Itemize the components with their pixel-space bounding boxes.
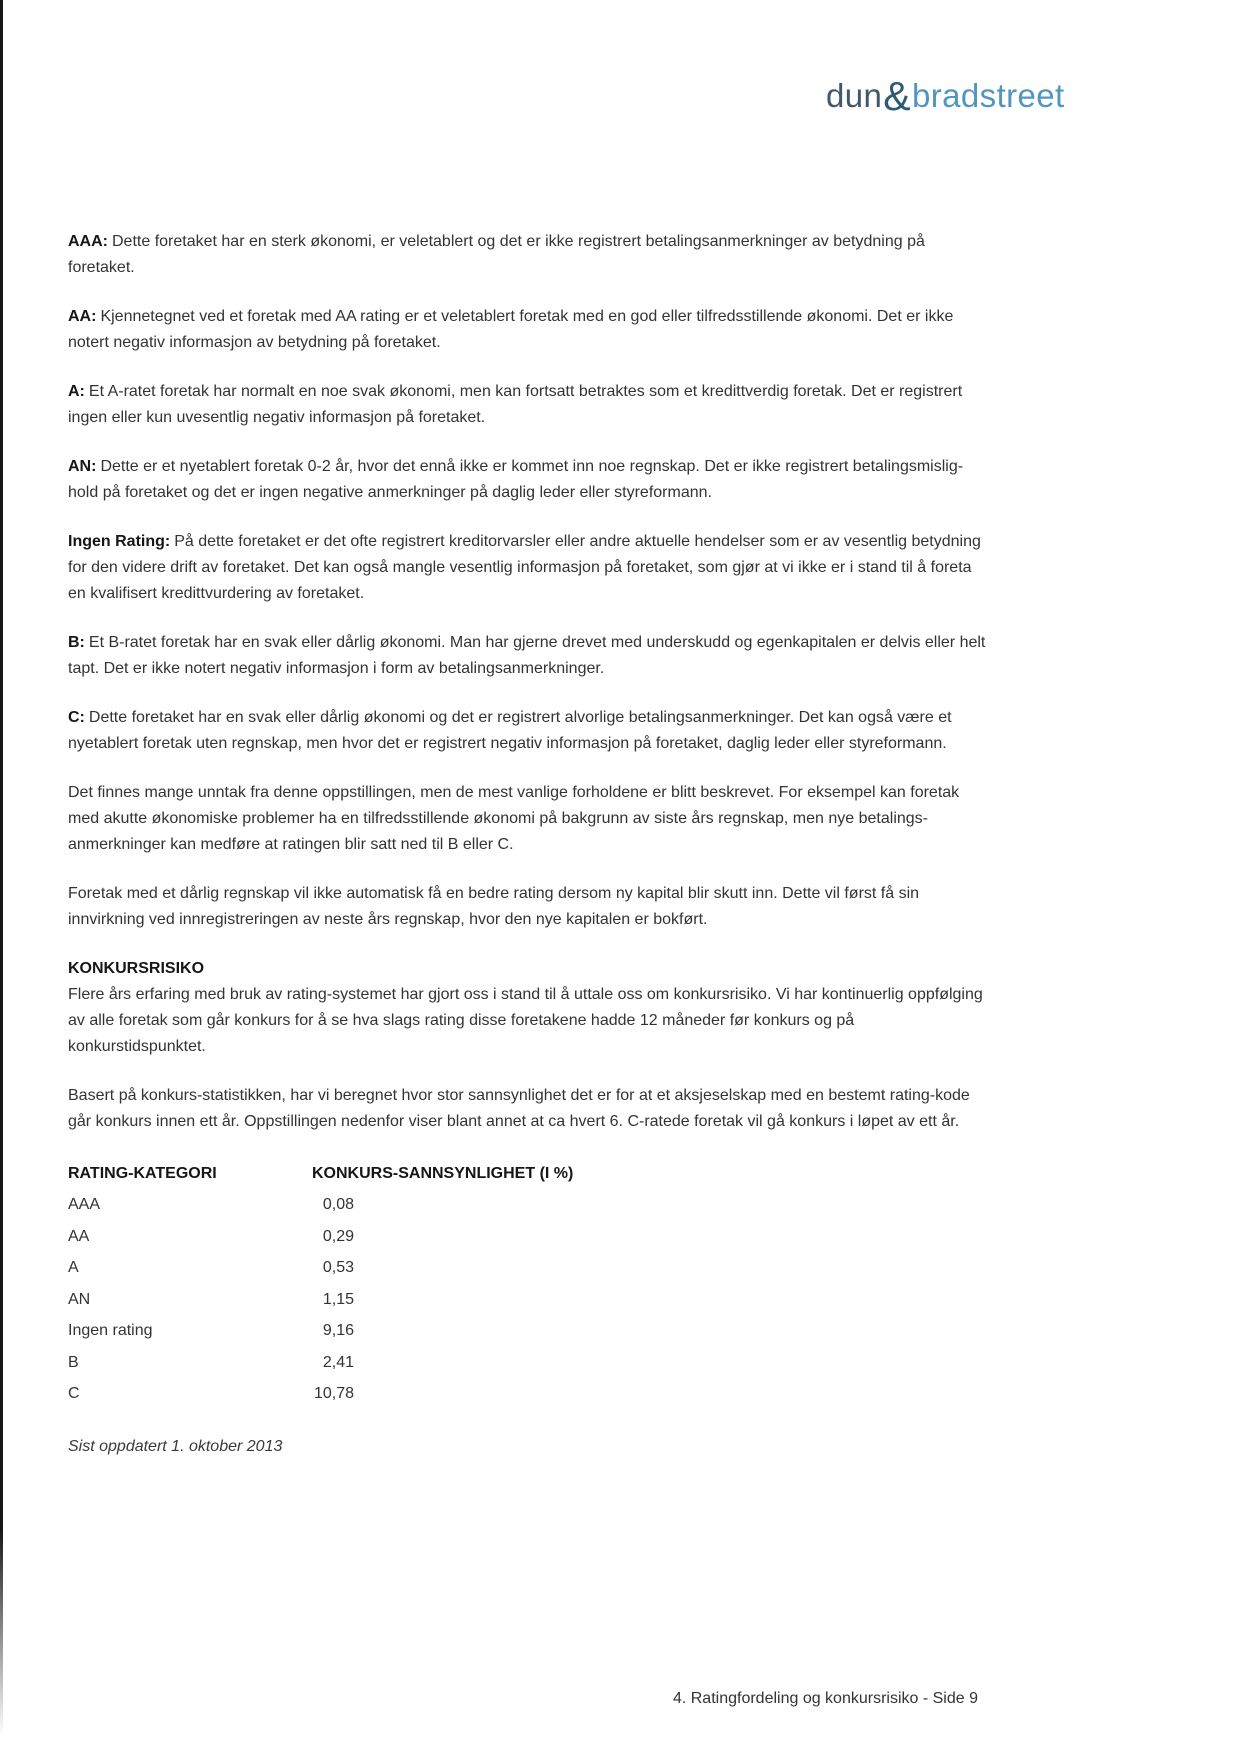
table-row	[68, 1284, 990, 1316]
rating-description: På dette foretaket er det ofte registrert kreditorvarsler eller andre aktuelle hendelser som er av vesentlig betydning for den videre drift av foretaket. Det kan også mangle vesentlig informasjon på foretaket, som gjør at vi ikke er i stand til å foreta en kvalifisert kredittvurdering av foretaket.	[68, 533, 981, 602]
table-row	[68, 1347, 990, 1379]
rating-paragraph-aa	[68, 304, 990, 356]
column-header-konkurs-probability: KONKURS-SANNSYNLIGHET (I %)	[312, 1164, 574, 1182]
section-heading: KONKURSRISIKO	[68, 960, 205, 977]
table-row	[68, 1190, 990, 1222]
ampersand-icon: &	[883, 73, 912, 119]
rating-paragraph-c	[68, 705, 990, 757]
table-row	[68, 1379, 990, 1411]
probability-cell: 10,78	[313, 1385, 354, 1403]
rating-label: AAA:	[68, 233, 108, 250]
rating-description: Et B-ratet foretak har en svak eller dårlig økonomi. Man har gjerne drevet med underskudd og egenkapitalen er delvis eller helt tapt. Det er ikke notert negativ informasjon i form av betalingsanmerkninger.	[68, 634, 986, 677]
rating-label: A:	[68, 383, 85, 400]
rating-description: Dette foretaket har en svak eller dårlig økonomi og det er registrert alvorlige betalingsanmerkninger. Det kan også være et nyetablert foretak uten regnskap, men hvor det er registrert negativ informasjon på foretaket, daglig leder eller styreformann.	[68, 709, 952, 752]
paragraph-text: Det finnes mange unntak fra denne oppstillingen, men de mest vanlige forholdene er blitt beskrevet. For eksempel kan foretak med akutte økonomiske problemer ha en tilfredsstillende økonomi på bakgrunn av siste års regnskap, men nye betalings- anmerkninger kan medføre at ratingen blir satt ned til B eller C.	[68, 784, 960, 853]
rating-label: B:	[68, 634, 85, 651]
table-row	[68, 1221, 990, 1253]
konkursrisiko-section	[68, 956, 990, 1135]
probability-cell: 0,53	[322, 1259, 354, 1277]
probability-cell: 9,16	[322, 1322, 354, 1340]
rating-label: AA:	[68, 308, 97, 325]
probability-cell: 0,08	[322, 1196, 354, 1214]
scan-edge-artifact	[0, 0, 3, 1736]
table-row	[68, 1316, 990, 1348]
rating-description: Kjennetegnet ved et foretak med AA rating er et veletablert foretak med en god eller tilfredsstillende økonomi. Det er ikke notert negativ informasjon av betydning på foretaket.	[68, 308, 954, 351]
last-updated-note: Sist oppdatert 1. oktober 2013	[68, 1438, 283, 1455]
rating-label: AN:	[68, 458, 97, 475]
rating-paragraph-aaa	[68, 229, 990, 281]
paragraph-text: Foretak med et dårlig regnskap vil ikke automatisk få en bedre rating dersom ny kapital blir skutt inn. Dette vil først få sin innvirkning ved innregistreringen av neste års regnskap, hvor den nye kapitalen er bokført.	[68, 885, 920, 928]
rating-description: Dette foretaket har en sterk økonomi, er veletablert og det er ikke registrert betalingsanmerkninger av betydning på foretaket.	[68, 233, 925, 276]
rating-category-cell: AN	[68, 1290, 91, 1308]
rating-paragraph-a	[68, 379, 990, 431]
exceptions-paragraph	[68, 780, 990, 858]
section-paragraph-2: Basert på konkurs-statistikken, har vi beregnet hvor stor sannsynlighet det er for at et aksjeselskap med en bestemt rating-kode går konkurs innen ett år. Oppstillingen nedenfor viser blant annet at ca hvert 6. C-ratede foretak vil gå konkurs i løpet av ett år.	[68, 1087, 970, 1130]
rating-category-cell: Ingen rating	[68, 1322, 153, 1340]
rating-category-cell: AA	[68, 1227, 90, 1245]
rating-category-cell: A	[68, 1259, 79, 1277]
document-body	[68, 229, 990, 1460]
rating-description: Et A-ratet foretak har normalt en noe svak økonomi, men kan fortsatt betraktes som et kredittverdig foretak. Det er registrert ingen eller kun uvesentlig negativ informasjon på foretaket.	[68, 383, 963, 426]
page-footer: 4. Ratingfordeling og konkursrisiko - Side 9	[672, 1690, 978, 1707]
rating-category-cell: B	[68, 1353, 79, 1371]
section-paragraph-1: Flere års erfaring med bruk av rating-systemet har gjort oss i stand til å uttale oss om konkursrisiko. Vi har kontinuerlig oppfølging av alle foretak som går konkurs for å se hva slags rating disse foretakene hadde 12 måneder før konkurs og på konkurstidspunktet.	[68, 986, 983, 1055]
dun-bradstreet-logo	[826, 70, 1065, 117]
logo-text-bradstreet: bradstreet	[912, 77, 1065, 114]
rating-paragraph-an	[68, 454, 990, 506]
rating-paragraph-ingen-rating	[68, 529, 990, 607]
new-capital-paragraph	[68, 881, 990, 933]
rating-description: Dette er et nyetablert foretak 0-2 år, hvor det ennå ikke er kommet inn noe regnskap. Det er ikke registrert betalingsmislig- hold på foretaket og det er ingen negative anmerkninger på daglig leder eller styreformann.	[68, 458, 964, 501]
rating-category-cell: C	[68, 1385, 80, 1403]
konkurs-probability-table	[68, 1158, 990, 1410]
probability-cell: 0,29	[322, 1227, 354, 1245]
rating-paragraph-b	[68, 630, 990, 682]
logo-text-dun: dun	[826, 77, 883, 114]
rating-label: C:	[68, 709, 85, 726]
table-row	[68, 1253, 990, 1285]
rating-label: Ingen Rating:	[68, 533, 171, 550]
rating-category-cell: AAA	[68, 1196, 101, 1214]
probability-cell: 2,41	[322, 1353, 354, 1371]
table-header-row	[68, 1158, 990, 1190]
column-header-rating-category: RATING-KATEGORI	[68, 1164, 217, 1182]
probability-cell: 1,15	[322, 1290, 354, 1308]
